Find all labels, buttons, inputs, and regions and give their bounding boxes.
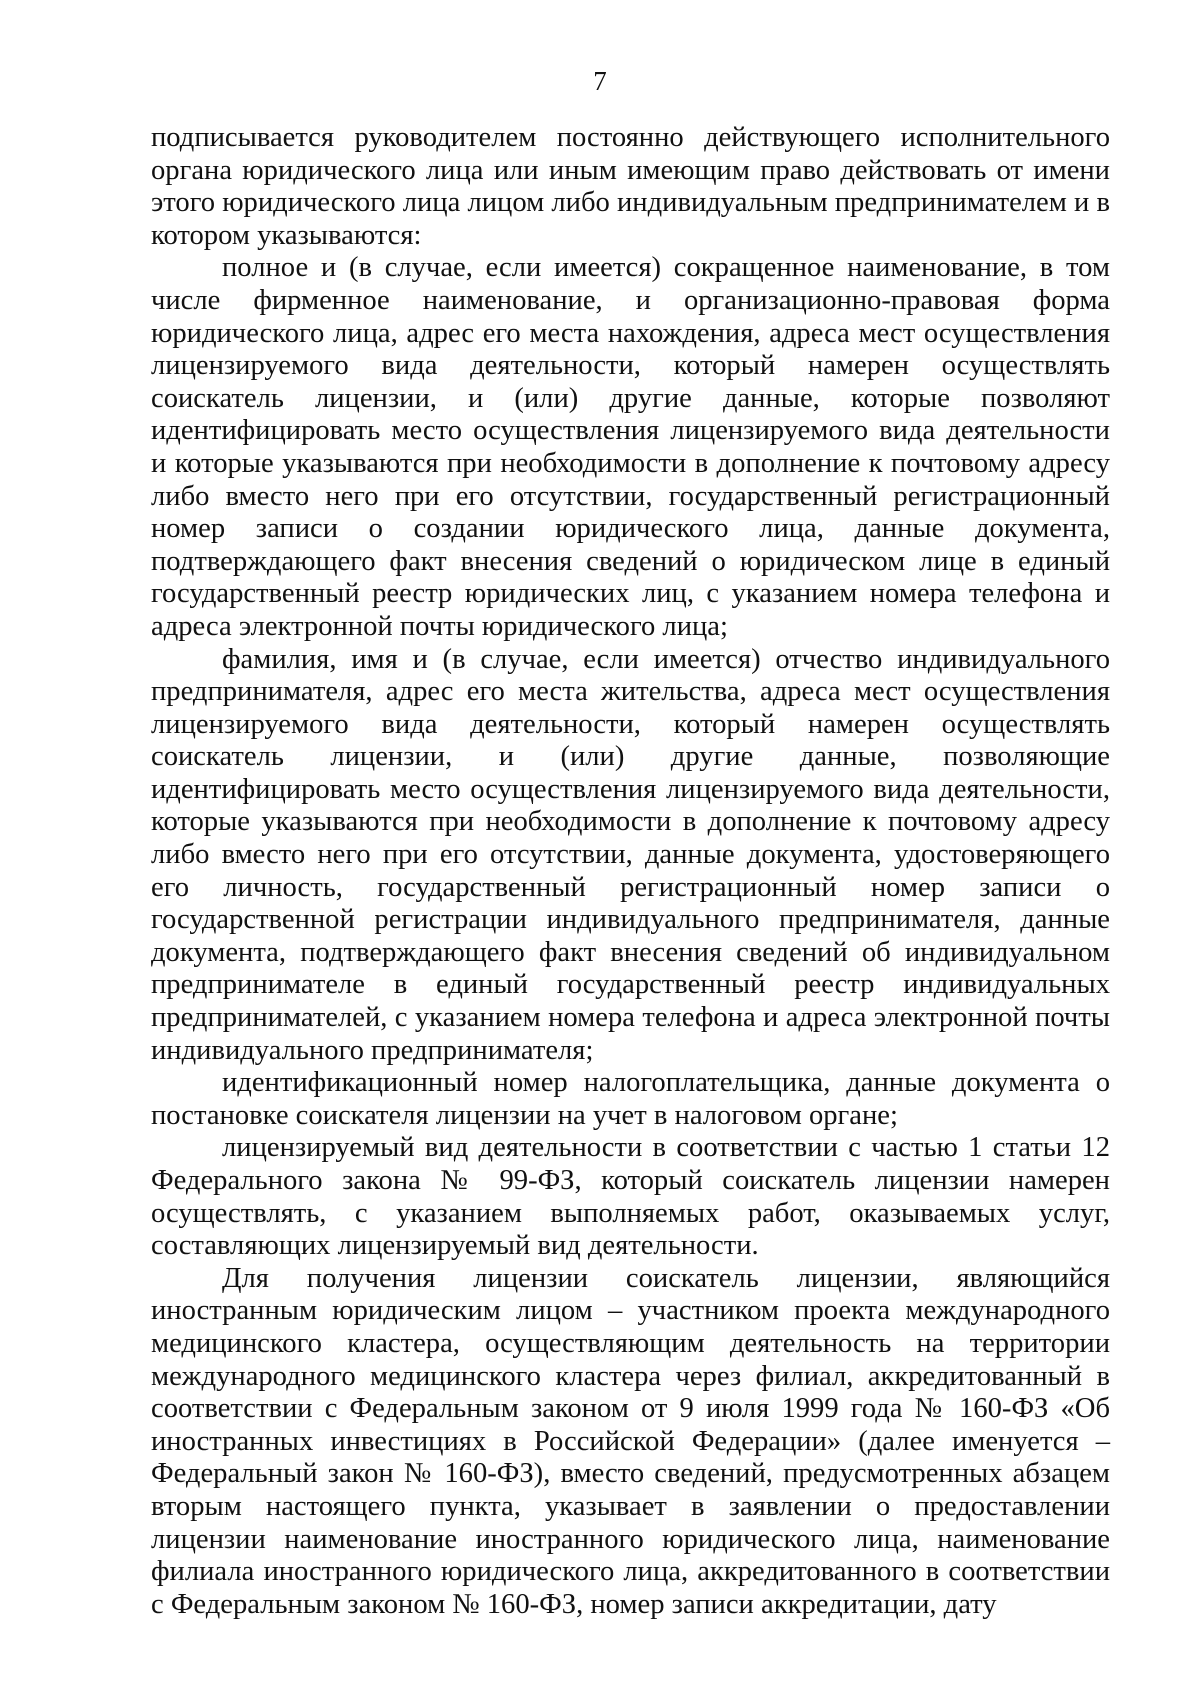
paragraph-legal-entity-details: полное и (в случае, если имеется) сокращенное наименование, в том числе фирменное наименование, и организационно-правовая форма юридического лица, адрес его места нахождения, адреса мест осуществления лицензируемого вида деятельности, который намерен осуществлять соискатель лицензии, и (или) другие данные, которые позволяют идентифицировать место осуществления лицензируемого вида деятельности и которые указываются при необходимости в дополнение к почтовому адресу либо вместо него при его отсутствии, государственный регистрационный номер записи о создании юридического лица, данные документа, подтверждающего факт внесения сведений о юридическом лице в единый государственный реестр юридических лиц, с указанием номера телефона и адреса электронной почты юридического лица;: [151, 252, 1110, 642]
document-body: [151, 122, 1110, 1621]
paragraph-tax-id: идентификационный номер налогоплательщика, данные документа о постановке соискателя лицензии на учет в налоговом органе;: [151, 1067, 1110, 1131]
paragraph-licensed-activity: лицензируемый вид деятельности в соответствии с частью 1 статьи 12 Федерального закона № 99-ФЗ, который соискатель лицензии намерен осуществлять, с указанием выполняемых работ, оказываемых услуг, составляющих лицензируемый вид деятельности.: [151, 1132, 1110, 1262]
paragraph-continuation: подписывается руководителем постоянно действующего исполнительного органа юридического лица или иным имеющим право действовать от имени этого юридического лица лицом либо индивидуальным предпринимателем и в котором указываются:: [151, 122, 1110, 251]
page-number: 7: [593, 66, 607, 96]
paragraph-foreign-entity: Для получения лицензии соискатель лицензии, являющийся иностранным юридическим лицом – участником проекта международного медицинского кластера, осуществляющим деятельность на территории международного медицинского кластера через филиал, аккредитованный в соответствии с Федеральным законом от 9 июля 1999 года № 160-ФЗ «Об иностранных инвестициях в Российской Федерации» (далее именуется – Федеральный закон № 160-ФЗ), вместо сведений, предусмотренных абзацем вторым настоящего пункта, указывает в заявлении о предоставлении лицензии наименование иностранного юридического лица, наименование филиала иностранного юридического лица, аккредитованного в соответствии с Федеральным законом № 160-ФЗ, номер записи аккредитации, дату: [151, 1262, 1110, 1620]
paragraph-entrepreneur-details: фамилия, имя и (в случае, если имеется) отчество индивидуального предпринимателя, адрес его места жительства, адреса мест осуществления лицензируемого вида деятельности, который намерен осуществлять соискатель лицензии, и (или) другие данные, позволяющие идентифицировать место осуществления лицензируемого вида деятельности, которые указываются при необходимости в дополнение к почтовому адресу либо вместо него при его отсутствии, данные документа, удостоверяющего его личность, государственный регистрационный номер записи о государственной регистрации индивидуального предпринимателя, данные документа, подтверждающего факт внесения сведений об индивидуальном предпринимателе в единый государственный реестр индивидуальных предпринимателей, с указанием номера телефона и адреса электронной почты индивидуального предпринимателя;: [151, 643, 1110, 1066]
